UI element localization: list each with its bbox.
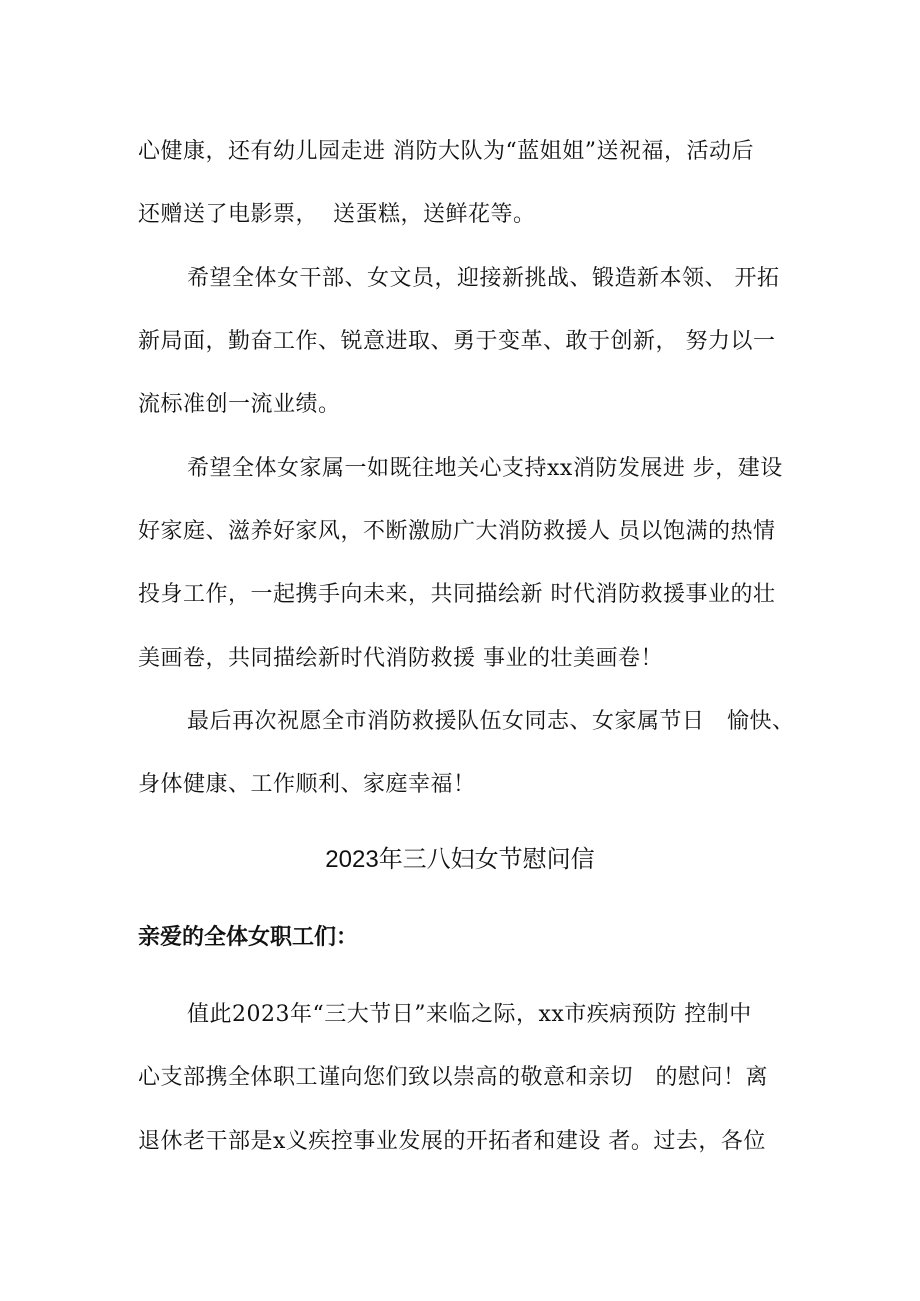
body-line: 好家庭、滋养好家风，不断激励广大消防救援人 员以饱满的热情 (138, 519, 776, 544)
letter-title: 2023年三八妇女节慰问信 (325, 846, 595, 873)
body-line: 心支部携全体职工谨向您们致以崇高的敬意和亲切 的慰问！离 (138, 1065, 768, 1090)
body-line: 身体健康、工作顺利、家庭幸福！ (138, 772, 476, 797)
body-line: 投身工作，一起携手向未来，共同描绘新 时代消防救援事业的壮 (138, 582, 776, 607)
body-line: 还赠送了电影票， 送蛋糕，送鲜花等。 (138, 202, 536, 227)
paragraph-first-line: 希望全体女家属一如既往地关心支持xx消防发展进 步，建设 (187, 456, 783, 481)
body-line: 心健康，还有幼儿园走进 消防大队为“蓝姐姐”送祝福，活动后 (138, 139, 754, 164)
body-line: 美画卷，共同描绘新时代消防救援 事业的壮美画卷！ (138, 646, 663, 671)
paragraph-first-line: 最后再次祝愿全市消防救援队伍女同志、女家属节日 愉快、 (187, 709, 795, 734)
paragraph-first-line: 值此2023年“三大节日”来临之际，xx市疾病预防 控制中 (187, 1002, 752, 1027)
body-line: 退休老干部是x义疾控事业发展的开拓者和建设 者。过去，各位 (138, 1129, 766, 1154)
salutation: 亲爱的全体女职工们： (138, 924, 359, 950)
paragraph-first-line: 希望全体女干部、女文员，迎接新挑战、锻造新本领、 开拓 (187, 266, 780, 291)
body-line: 流标准创一流业绩。 (138, 392, 341, 417)
body-line: 新局面，勤奋工作、锐意进取、勇于变革、敢于创新， 努力以一 (138, 329, 776, 354)
